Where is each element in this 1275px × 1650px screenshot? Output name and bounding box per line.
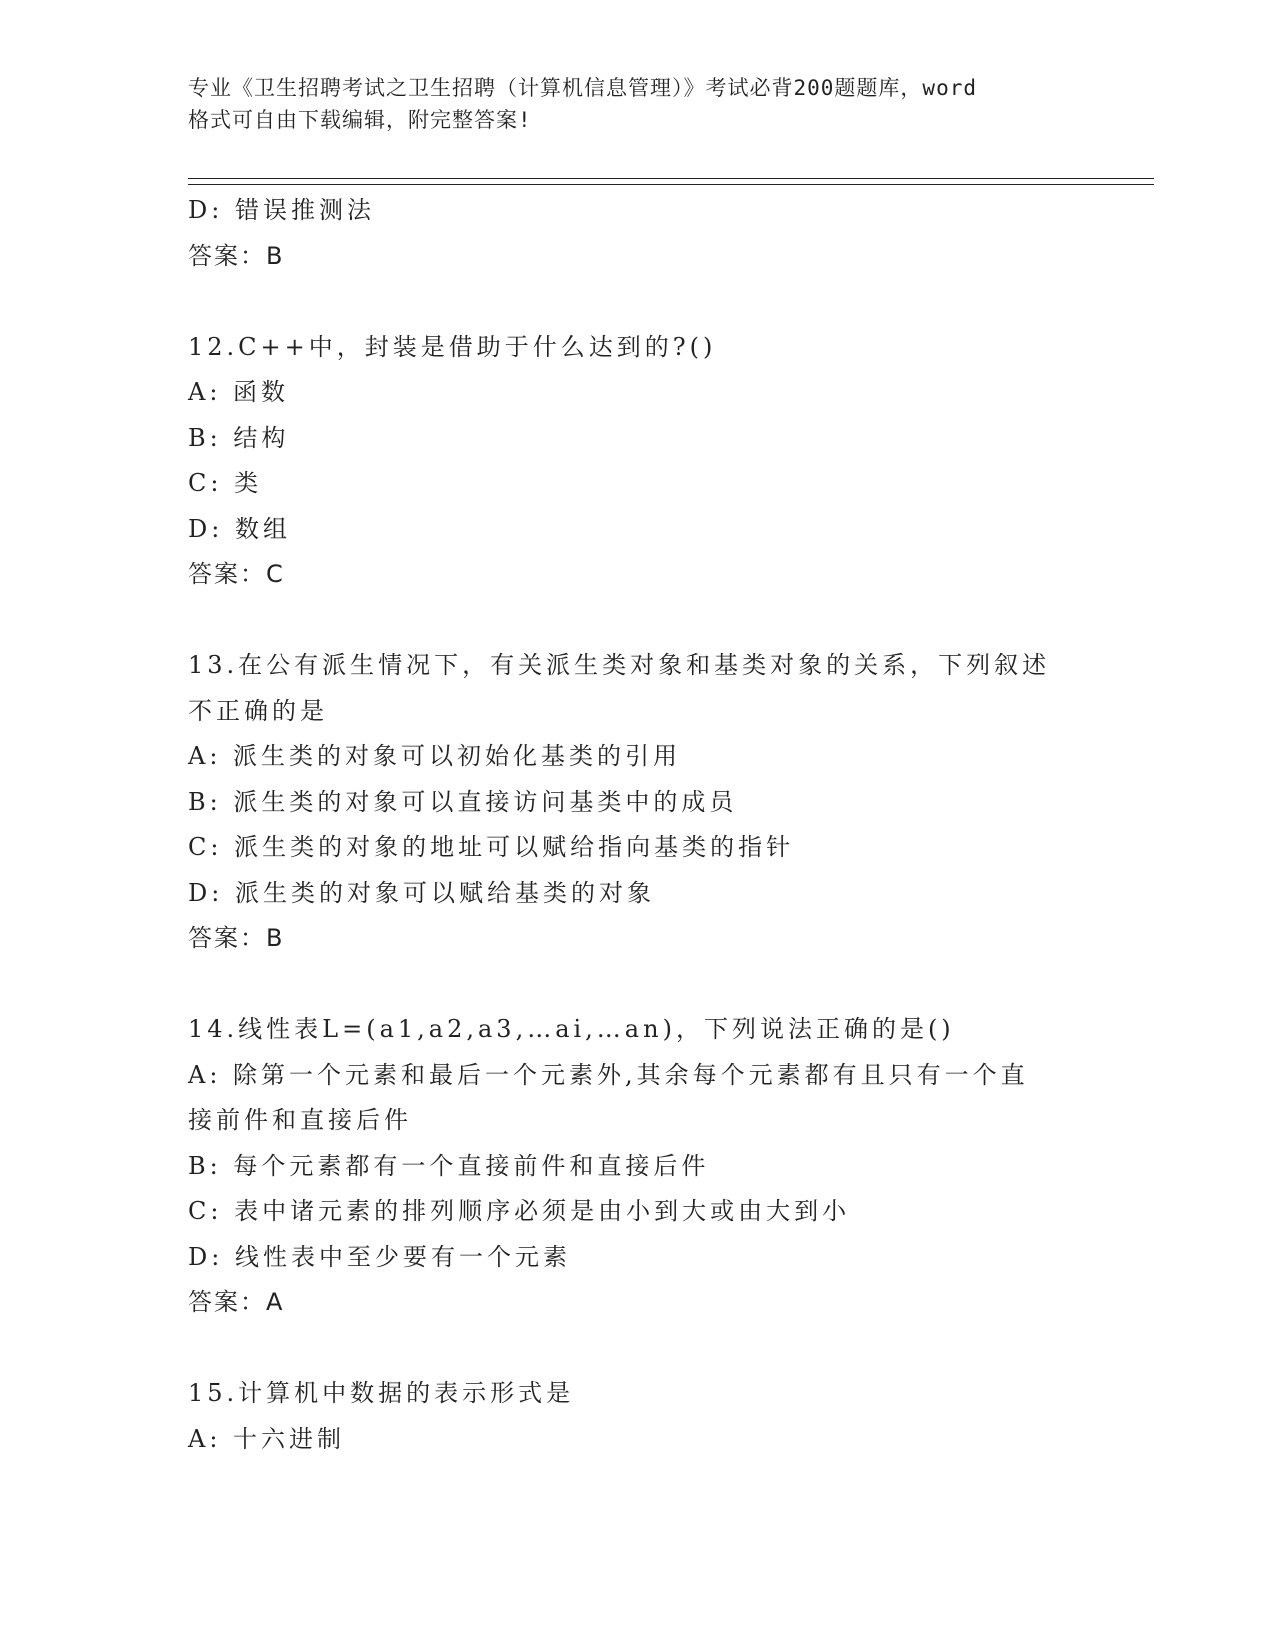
option-c: C: 类 bbox=[188, 469, 263, 497]
question-12 bbox=[188, 325, 1088, 598]
option-d: D: 错误推测法 bbox=[188, 196, 375, 224]
option-a: A: 派生类的对象可以初始化基类的引用 bbox=[188, 742, 682, 770]
question-stem-line-2: 不正确的是 bbox=[188, 696, 328, 725]
question-stem: 14.线性表L=(a1,a2,a3,…ai,…an)，下列说法正确的是() bbox=[188, 1015, 955, 1043]
option-b: B: 派生类的对象可以直接访问基类中的成员 bbox=[188, 787, 738, 816]
question-content bbox=[188, 188, 1088, 1462]
answer: 答案：B bbox=[188, 241, 285, 270]
option-a: A: 函数 bbox=[188, 378, 290, 406]
question-stem: 15.计算机中数据的表示形式是 bbox=[188, 1379, 575, 1407]
option-d: D: 数组 bbox=[188, 514, 291, 543]
header-double-rule bbox=[188, 178, 1154, 185]
option-a-line-2: 接前件和直接后件 bbox=[188, 1106, 412, 1134]
option-a: A: 十六进制 bbox=[188, 1424, 346, 1453]
question-14 bbox=[188, 1007, 1088, 1326]
option-c: C: 派生类的对象的地址可以赋给指向基类的指针 bbox=[188, 833, 795, 861]
question-13 bbox=[188, 643, 1088, 962]
option-b: B: 每个元素都有一个直接前件和直接后件 bbox=[188, 1151, 710, 1180]
option-c: C: 表中诸元素的排列顺序必须是由小到大或由大到小 bbox=[188, 1197, 851, 1225]
answer: 答案：A bbox=[188, 1288, 285, 1316]
header-title-line-1: 专业《卫生招聘考试之卫生招聘（计算机信息管理）》考试必背200题题库，word bbox=[188, 76, 977, 100]
page-header bbox=[188, 72, 1088, 136]
answer: 答案：C bbox=[188, 560, 285, 588]
question-stem-line-1: 13.在公有派生情况下，有关派生类对象和基类对象的关系，下列叙述 bbox=[188, 651, 1051, 679]
question-fragment bbox=[188, 188, 1088, 279]
question-stem: 12.C++中，封装是借助于什么达到的?() bbox=[188, 332, 717, 361]
header-title-line-2: 格式可自由下载编辑，附完整答案! bbox=[188, 108, 532, 132]
option-a-line-1: A: 除第一个元素和最后一个元素外,其余每个元素都有且只有一个直 bbox=[188, 1060, 1029, 1089]
option-d: D: 派生类的对象可以赋给基类的对象 bbox=[188, 878, 655, 907]
option-d: D: 线性表中至少要有一个元素 bbox=[188, 1242, 571, 1271]
answer: 答案：B bbox=[188, 924, 285, 952]
question-15 bbox=[188, 1371, 1088, 1462]
option-b: B: 结构 bbox=[188, 423, 290, 452]
